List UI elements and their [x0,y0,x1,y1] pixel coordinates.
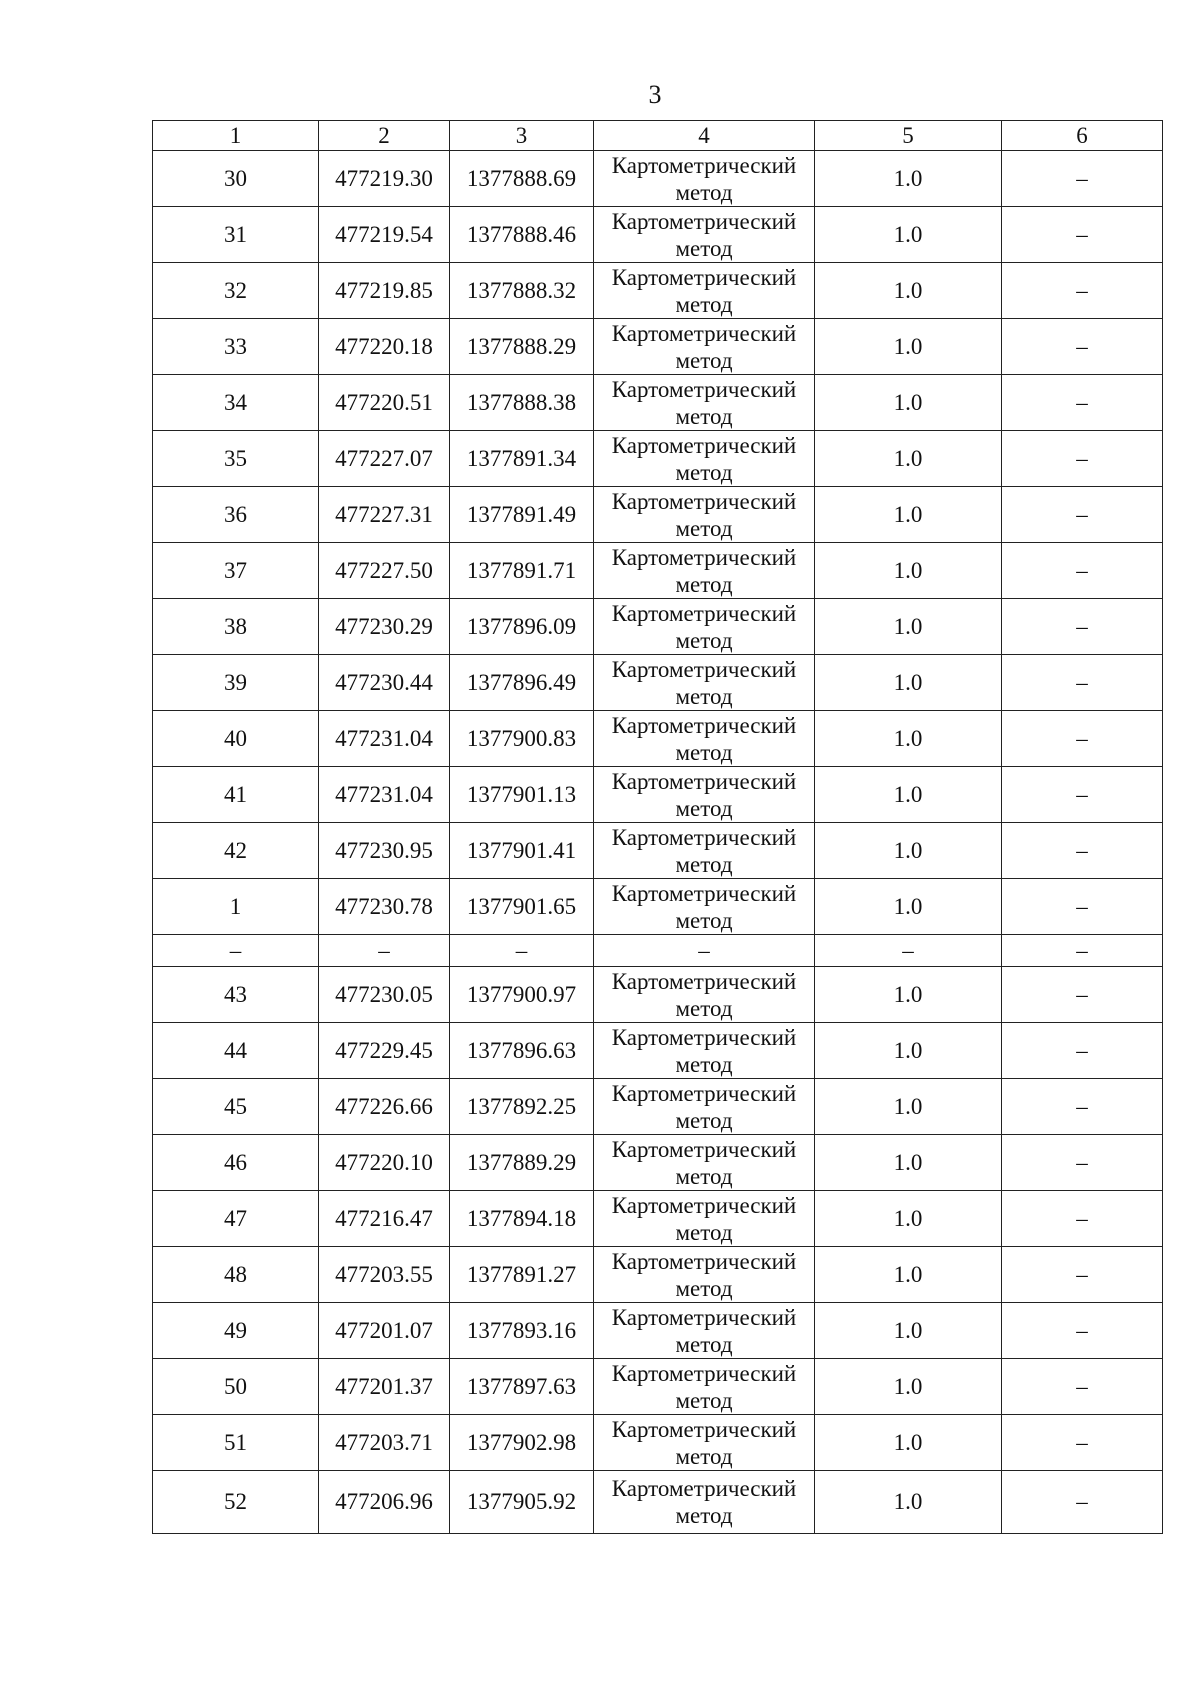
method-text: Картометрический метод [611,768,797,821]
method-text: Картометрический метод [611,264,797,317]
note-cell: – [1002,1191,1163,1247]
accuracy-cell: 1.0 [815,375,1002,431]
method-text: Картометрический метод [611,824,797,877]
point-number-cell: 32 [153,263,319,319]
note-cell: – [1002,375,1163,431]
point-number-cell: 40 [153,711,319,767]
method-cell [594,879,815,935]
note-cell: – [1002,207,1163,263]
accuracy-cell: 1.0 [815,1471,1002,1534]
x-coordinate-cell: 477220.10 [319,1135,450,1191]
y-coordinate-cell: 1377894.18 [450,1191,594,1247]
method-text: Картометрический метод [611,1136,797,1189]
y-coordinate-cell: 1377896.09 [450,599,594,655]
accuracy-cell: 1.0 [815,711,1002,767]
header-cell: 4 [594,121,815,151]
accuracy-cell: 1.0 [815,1359,1002,1415]
method-text: Картометрический метод [611,544,797,597]
note-cell: – [1002,151,1163,207]
point-number-cell: 36 [153,487,319,543]
x-coordinate-cell: 477216.47 [319,1191,450,1247]
method-text: Картометрический метод [611,600,797,653]
x-coordinate-cell: 477227.50 [319,543,450,599]
y-coordinate-cell: 1377888.38 [450,375,594,431]
table-row [153,879,1163,935]
point-number-cell: 39 [153,655,319,711]
point-number-cell: 35 [153,431,319,487]
y-coordinate-cell: 1377888.69 [450,151,594,207]
x-coordinate-cell: 477226.66 [319,1079,450,1135]
method-cell [594,1135,815,1191]
y-coordinate-cell: 1377896.63 [450,1023,594,1079]
note-cell: – [1002,263,1163,319]
method-text: Картометрический метод [611,1024,797,1077]
table-row [153,767,1163,823]
accuracy-cell: 1.0 [815,1415,1002,1471]
point-number-cell: 46 [153,1135,319,1191]
point-number-cell: 42 [153,823,319,879]
table-row [153,1023,1163,1079]
x-coordinate-cell: 477231.04 [319,711,450,767]
point-number-cell: 50 [153,1359,319,1415]
x-coordinate-cell: 477201.37 [319,1359,450,1415]
method-cell [594,1303,815,1359]
accuracy-cell: 1.0 [815,263,1002,319]
method-text: Картометрический метод [611,968,797,1021]
point-number-cell: 34 [153,375,319,431]
accuracy-cell: 1.0 [815,767,1002,823]
x-coordinate-cell: 477201.07 [319,1303,450,1359]
method-cell [594,1471,815,1534]
point-number-cell: 47 [153,1191,319,1247]
method-cell [594,599,815,655]
table-row [153,1359,1163,1415]
page-number: 3 [648,80,662,109]
note-cell: – [1002,1023,1163,1079]
point-number-cell: 51 [153,1415,319,1471]
note-cell: – [1002,1359,1163,1415]
coordinates-table [152,120,1163,1534]
x-coordinate-cell: 477206.96 [319,1471,450,1534]
x-coordinate-cell: 477227.07 [319,431,450,487]
x-coordinate-cell: 477230.29 [319,599,450,655]
method-text: Картометрический метод [611,488,797,541]
note-cell: – [1002,967,1163,1023]
method-cell [594,263,815,319]
method-text: Картометрический метод [611,320,797,373]
accuracy-cell: 1.0 [815,1135,1002,1191]
separator-cell: – [1002,935,1163,967]
x-coordinate-cell: 477219.54 [319,207,450,263]
header-cell: 2 [319,121,450,151]
y-coordinate-cell: 1377901.41 [450,823,594,879]
method-cell [594,319,815,375]
method-text: Картометрический метод [611,376,797,429]
note-cell: – [1002,879,1163,935]
point-number-cell: 30 [153,151,319,207]
table-row [153,711,1163,767]
note-cell: – [1002,711,1163,767]
method-text: Картометрический метод [611,1360,797,1413]
note-cell: – [1002,1247,1163,1303]
x-coordinate-cell: 477220.18 [319,319,450,375]
point-number-cell: 31 [153,207,319,263]
note-cell: – [1002,431,1163,487]
table-row [153,1415,1163,1471]
table-row [153,1303,1163,1359]
point-number-cell: 44 [153,1023,319,1079]
y-coordinate-cell: 1377891.49 [450,487,594,543]
accuracy-cell: 1.0 [815,319,1002,375]
accuracy-cell: 1.0 [815,655,1002,711]
method-text: Картометрический метод [611,1304,797,1357]
x-coordinate-cell: 477219.30 [319,151,450,207]
y-coordinate-cell: 1377897.63 [450,1359,594,1415]
x-coordinate-cell: 477230.44 [319,655,450,711]
accuracy-cell: 1.0 [815,151,1002,207]
y-coordinate-cell: 1377892.25 [450,1079,594,1135]
point-number-cell: 45 [153,1079,319,1135]
method-cell [594,967,815,1023]
table-row [153,1191,1163,1247]
method-cell [594,207,815,263]
y-coordinate-cell: 1377896.49 [450,655,594,711]
accuracy-cell: 1.0 [815,207,1002,263]
method-cell [594,655,815,711]
accuracy-cell: 1.0 [815,487,1002,543]
table-row [153,319,1163,375]
note-cell: – [1002,543,1163,599]
method-text: Картометрический метод [611,1416,797,1469]
table-row [153,967,1163,1023]
accuracy-cell: 1.0 [815,879,1002,935]
accuracy-cell: 1.0 [815,1191,1002,1247]
table-row [153,263,1163,319]
y-coordinate-cell: 1377893.16 [450,1303,594,1359]
method-text: Картометрический метод [611,1476,797,1528]
header-cell: 3 [450,121,594,151]
y-coordinate-cell: 1377905.92 [450,1471,594,1534]
x-coordinate-cell: 477203.71 [319,1415,450,1471]
method-cell [594,1079,815,1135]
table-header-row [153,121,1163,151]
y-coordinate-cell: 1377888.46 [450,207,594,263]
table-row [153,1247,1163,1303]
method-cell [594,1415,815,1471]
table-row [153,543,1163,599]
table-row [153,655,1163,711]
method-text: Картометрический метод [611,656,797,709]
accuracy-cell: 1.0 [815,599,1002,655]
header-cell: 5 [815,121,1002,151]
method-text: Картометрический метод [611,1080,797,1133]
method-text: Картометрический метод [611,1248,797,1301]
y-coordinate-cell: 1377891.71 [450,543,594,599]
accuracy-cell: 1.0 [815,1303,1002,1359]
y-coordinate-cell: 1377900.97 [450,967,594,1023]
table-row [153,1079,1163,1135]
accuracy-cell: 1.0 [815,967,1002,1023]
separator-cell: – [153,935,319,967]
separator-cell: – [815,935,1002,967]
method-cell [594,1359,815,1415]
table-row [153,1135,1163,1191]
note-cell: – [1002,767,1163,823]
method-text: Картометрический метод [611,1192,797,1245]
separator-cell: – [450,935,594,967]
table-row [153,375,1163,431]
accuracy-cell: 1.0 [815,1247,1002,1303]
note-cell: – [1002,1303,1163,1359]
header-cell: 1 [153,121,319,151]
note-cell: – [1002,1079,1163,1135]
y-coordinate-cell: 1377891.27 [450,1247,594,1303]
y-coordinate-cell: 1377901.13 [450,767,594,823]
method-text: Картометрический метод [611,712,797,765]
point-number-cell: 33 [153,319,319,375]
y-coordinate-cell: 1377900.83 [450,711,594,767]
method-cell [594,1191,815,1247]
y-coordinate-cell: 1377888.32 [450,263,594,319]
point-number-cell: 49 [153,1303,319,1359]
note-cell: – [1002,655,1163,711]
x-coordinate-cell: 477230.95 [319,823,450,879]
x-coordinate-cell: 477229.45 [319,1023,450,1079]
note-cell: – [1002,599,1163,655]
note-cell: – [1002,1471,1163,1534]
method-cell [594,1023,815,1079]
note-cell: – [1002,1415,1163,1471]
x-coordinate-cell: 477227.31 [319,487,450,543]
y-coordinate-cell: 1377902.98 [450,1415,594,1471]
header-cell: 6 [1002,121,1163,151]
x-coordinate-cell: 477230.05 [319,967,450,1023]
table-row [153,599,1163,655]
x-coordinate-cell: 477230.78 [319,879,450,935]
method-cell [594,543,815,599]
y-coordinate-cell: 1377889.29 [450,1135,594,1191]
separator-cell: – [319,935,450,967]
accuracy-cell: 1.0 [815,543,1002,599]
accuracy-cell: 1.0 [815,1023,1002,1079]
method-cell [594,711,815,767]
method-cell [594,375,815,431]
method-cell [594,823,815,879]
y-coordinate-cell: 1377888.29 [450,319,594,375]
point-number-cell: 41 [153,767,319,823]
y-coordinate-cell: 1377901.65 [450,879,594,935]
table-row [153,207,1163,263]
method-text: Картометрический метод [611,152,797,205]
method-text: Картометрический метод [611,880,797,933]
table-row [153,151,1163,207]
separator-row [153,935,1163,967]
point-number-cell: 37 [153,543,319,599]
separator-cell: – [594,935,815,967]
point-number-cell: 43 [153,967,319,1023]
point-number-cell: 52 [153,1471,319,1534]
table-row [153,1471,1163,1534]
method-text: Картометрический метод [611,432,797,485]
y-coordinate-cell: 1377891.34 [450,431,594,487]
point-number-cell: 48 [153,1247,319,1303]
method-text: Картометрический метод [611,208,797,261]
x-coordinate-cell: 477219.85 [319,263,450,319]
table-row [153,487,1163,543]
accuracy-cell: 1.0 [815,1079,1002,1135]
method-cell [594,1247,815,1303]
accuracy-cell: 1.0 [815,431,1002,487]
method-cell [594,151,815,207]
x-coordinate-cell: 477231.04 [319,767,450,823]
x-coordinate-cell: 477220.51 [319,375,450,431]
accuracy-cell: 1.0 [815,823,1002,879]
note-cell: – [1002,319,1163,375]
x-coordinate-cell: 477203.55 [319,1247,450,1303]
note-cell: – [1002,487,1163,543]
method-cell [594,487,815,543]
table-row [153,431,1163,487]
method-cell [594,431,815,487]
note-cell: – [1002,823,1163,879]
point-number-cell: 1 [153,879,319,935]
point-number-cell: 38 [153,599,319,655]
table-row [153,823,1163,879]
method-cell [594,767,815,823]
note-cell: – [1002,1135,1163,1191]
